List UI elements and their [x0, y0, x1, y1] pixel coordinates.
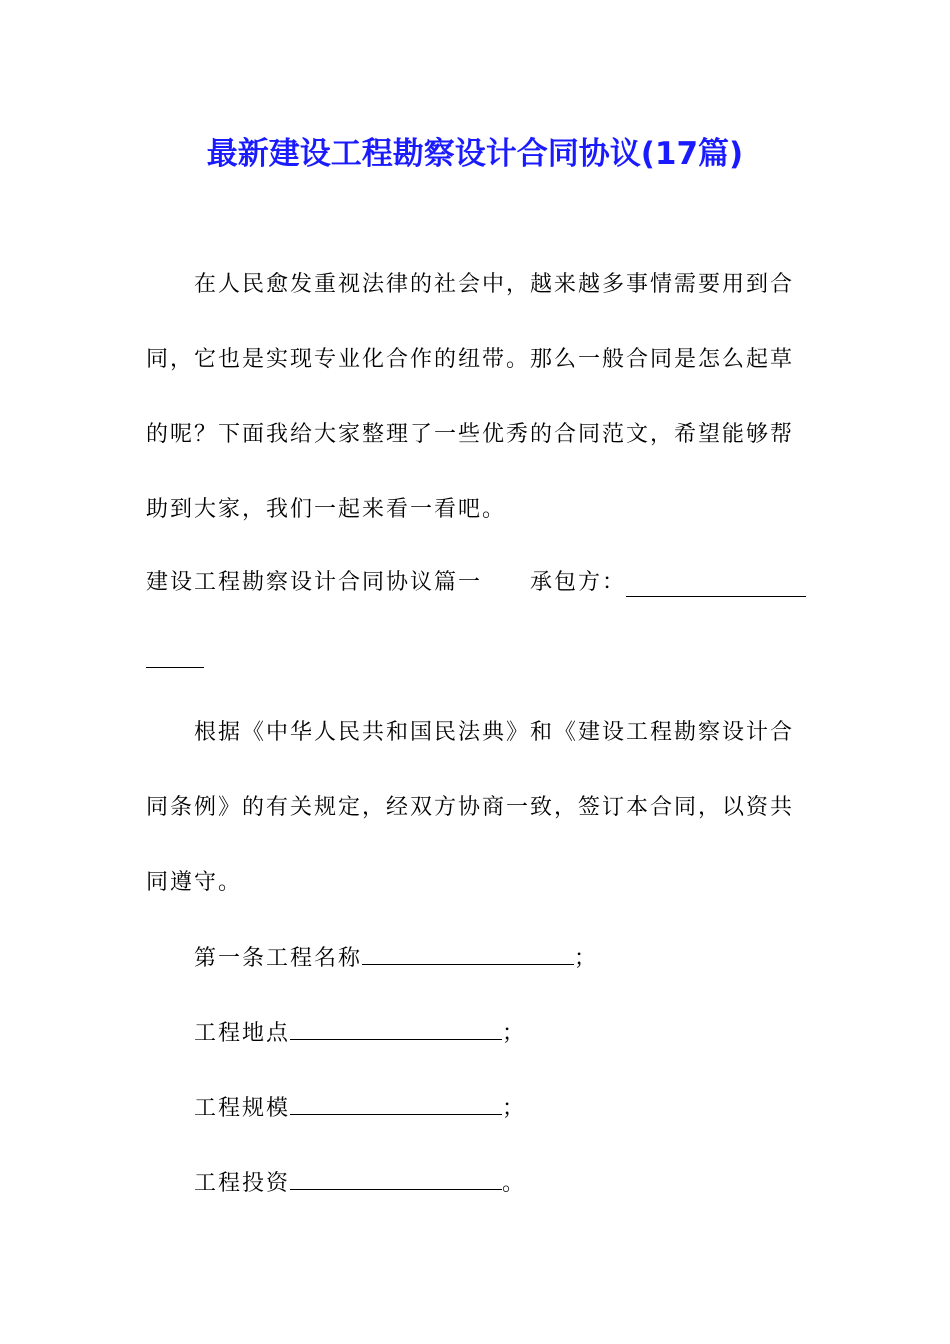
article-1	[194, 942, 598, 975]
section-heading: 建设工程勘察设计合同协议篇一	[146, 570, 483, 595]
article-4	[194, 1167, 526, 1200]
article-2	[194, 1017, 526, 1050]
article-4-blank	[290, 1167, 502, 1190]
article-3	[194, 1092, 526, 1125]
article-3-end: ；	[502, 1096, 527, 1121]
article-1-blank	[362, 942, 574, 965]
document-title: 最新建设工程勘察设计合同协议(17篇)	[206, 136, 744, 172]
contractor-label: 承包方：	[530, 570, 627, 595]
intro-line-2: 同，它也是实现专业化合作的纽带。那么一般合同是怎么起草	[146, 347, 795, 372]
intro-line-3: 的呢？下面我给大家整理了一些优秀的合同范文，希望能够帮	[146, 422, 795, 447]
article-2-label: 工程地点	[194, 1021, 291, 1046]
article-2-blank	[290, 1017, 502, 1040]
article-3-label: 工程规模	[194, 1096, 291, 1121]
article-2-end: ；	[502, 1021, 527, 1046]
article-1-end: ；	[574, 946, 599, 971]
contractor-blank-line	[626, 596, 806, 597]
intro-line-4: 助到大家，我们一起来看一看吧。	[146, 497, 507, 522]
basis-line-2: 同条例》的有关规定，经双方协商一致，签订本合同，以资共	[146, 795, 795, 820]
basis-line-3: 同遵守。	[146, 870, 243, 895]
contractor-blank-line-continued	[146, 667, 204, 668]
article-4-label: 工程投资	[194, 1171, 291, 1196]
intro-line-1: 在人民愈发重视法律的社会中，越来越多事情需要用到合	[194, 272, 795, 297]
basis-line-1: 根据《中华人民共和国民法典》和《建设工程勘察设计合	[194, 720, 795, 745]
article-1-label: 第一条工程名称	[194, 946, 363, 971]
article-4-end: 。	[502, 1171, 527, 1196]
article-3-blank	[290, 1092, 502, 1115]
